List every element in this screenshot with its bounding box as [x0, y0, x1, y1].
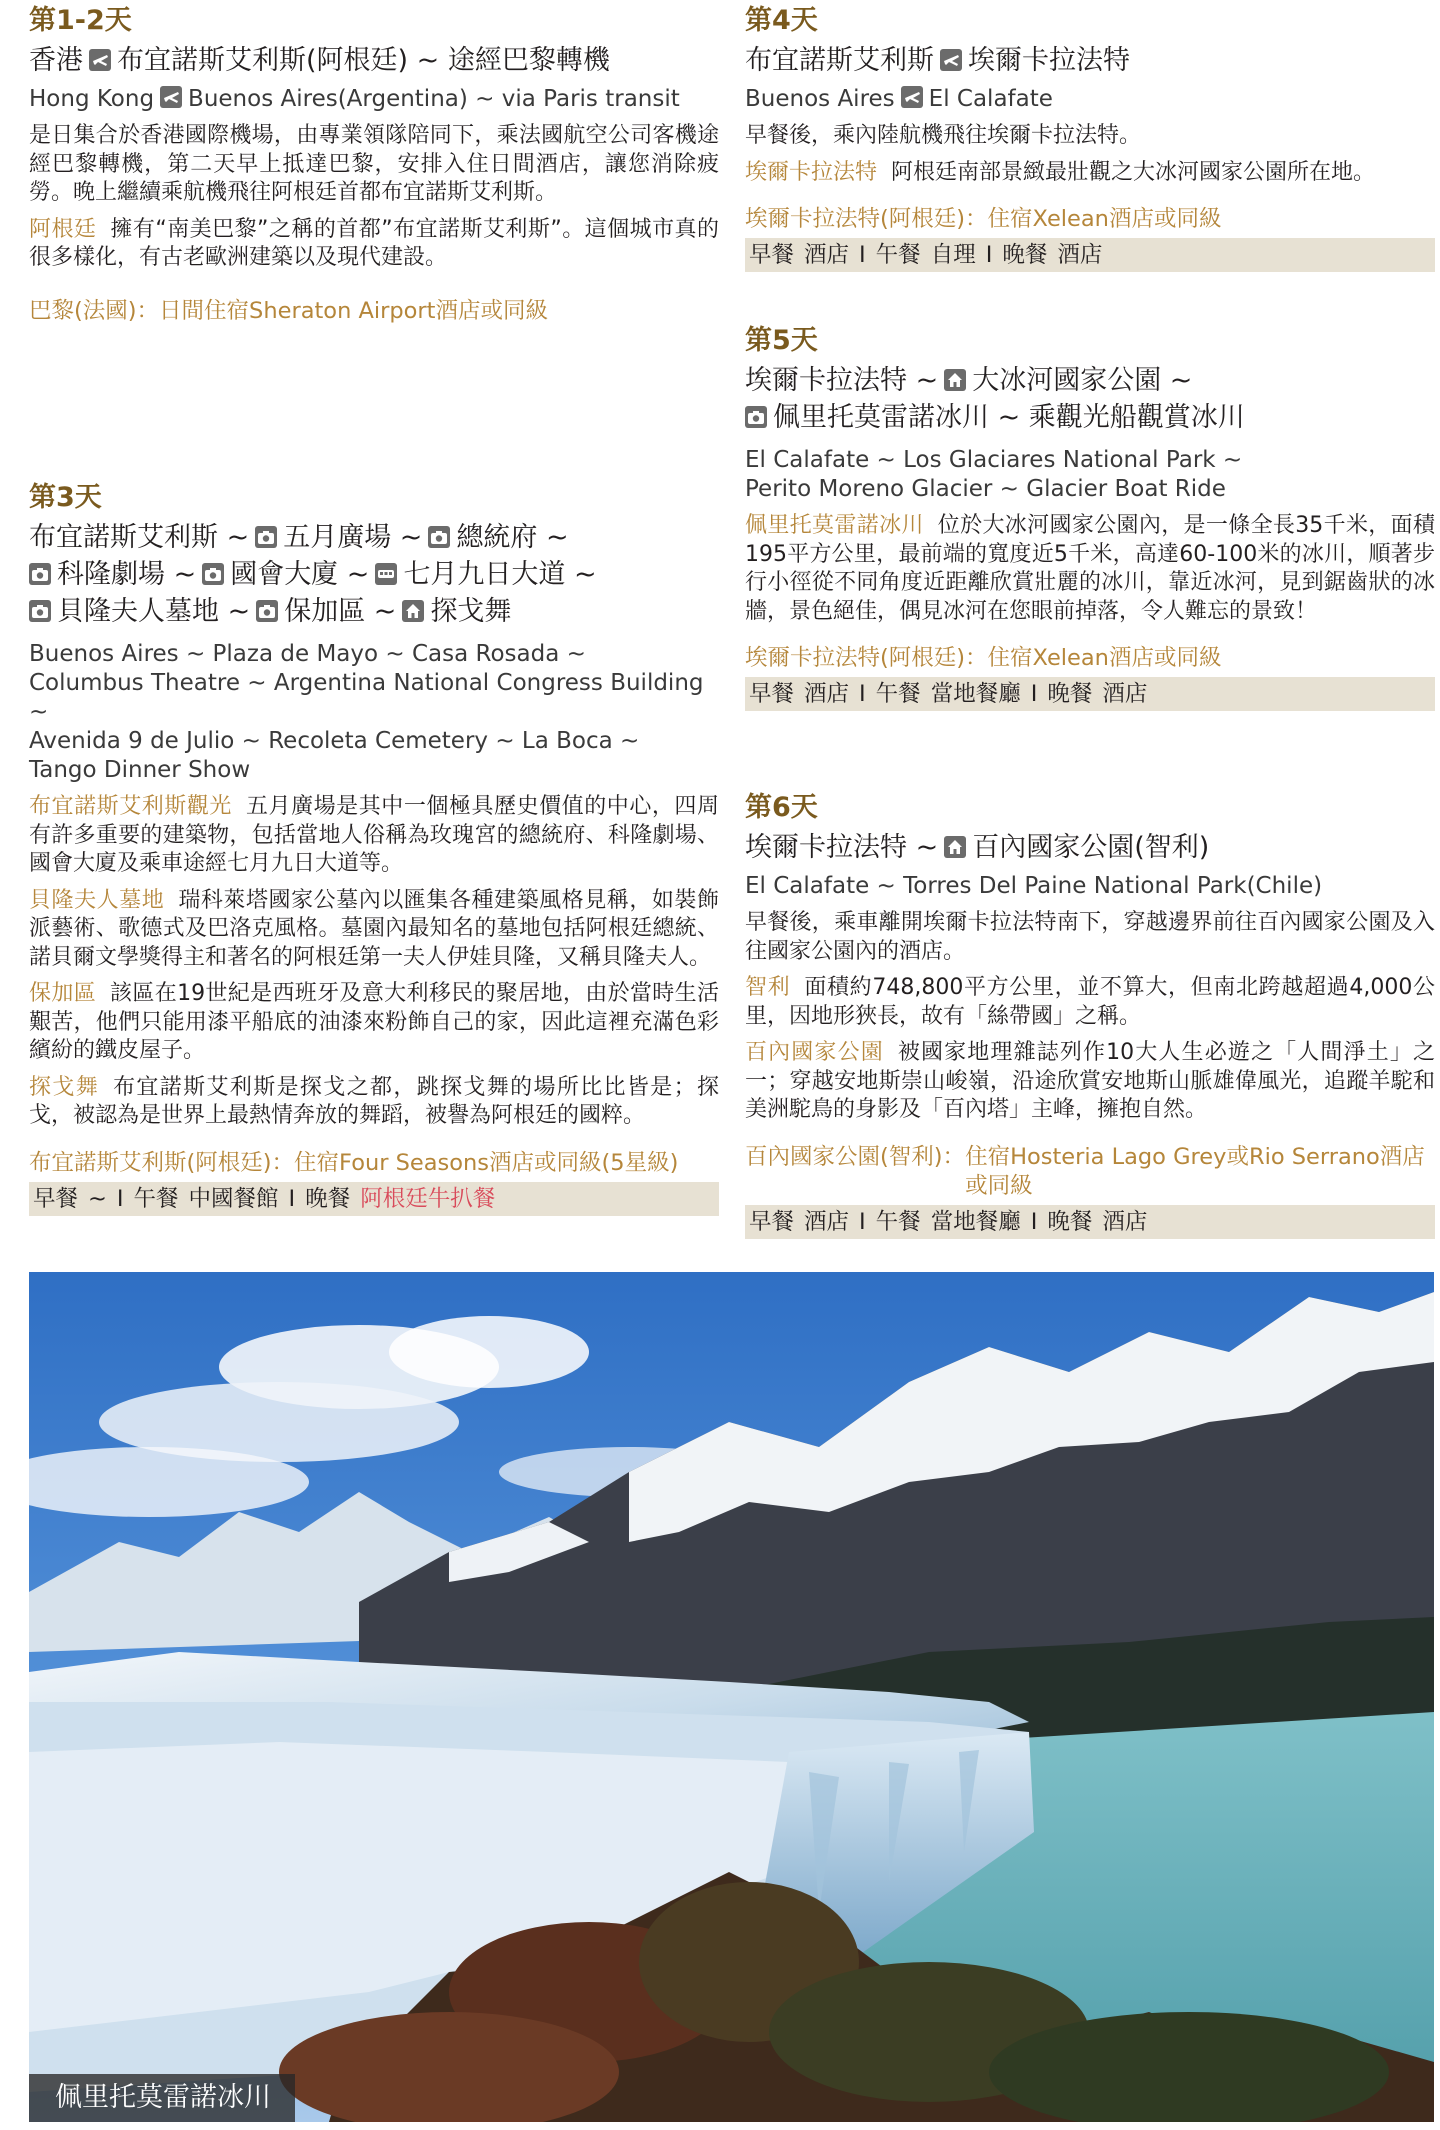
lunch-value: 中國餐館	[188, 1185, 279, 1212]
lunch-value: 自理	[930, 242, 976, 268]
route-stop: 五月廣場 ~	[283, 522, 423, 553]
meals-bar: 早餐 酒店 I 午餐 自理 I 晚餐 酒店	[745, 238, 1435, 272]
dinner-value: 酒店	[1102, 1208, 1148, 1235]
dinner-label: 晚餐	[1047, 681, 1093, 707]
hotel-name	[965, 1143, 1425, 1201]
route-en-to: El Calafate	[928, 86, 1053, 112]
meals-bar: 早餐 ~ I 午餐 中國餐館 I 晚餐 阿根廷牛扒餐	[29, 1182, 719, 1216]
route-chinese-line-1	[745, 829, 1435, 866]
route-stop: 保加區 ~	[284, 596, 397, 627]
lunch-value: 當地餐廳	[930, 1208, 1021, 1235]
route-stop: 總統府 ~	[456, 522, 569, 553]
route-stop: 貝隆夫人墓地 ~	[57, 596, 251, 627]
highlight-label: 埃爾卡拉法特	[745, 159, 878, 185]
hotel-location: 百內國家公園(智利)：	[745, 1143, 966, 1170]
route-english	[745, 85, 1435, 114]
highlight-label: 百內國家公園	[745, 1040, 884, 1065]
day-label: 第6天	[745, 792, 818, 823]
route-stop: 百內國家公園(智利)	[972, 832, 1210, 863]
highlight-label: 智利	[745, 975, 791, 1000]
highlight-paragraph	[29, 887, 719, 973]
camera-icon	[29, 600, 51, 622]
highlight-label: 保加區	[29, 981, 97, 1006]
route-english	[29, 85, 719, 114]
breakfast-value: ~	[88, 1185, 107, 1212]
camera-icon	[202, 563, 224, 585]
day-description: 早餐後，乘內陸航機飛往埃爾卡拉法特。	[745, 123, 1142, 148]
route-stop: 埃爾卡拉法特 ~	[745, 365, 939, 396]
breakfast-value: 酒店	[804, 1208, 850, 1235]
highlight-text: 擁有“南美巴黎”之稱的首都”布宜諾斯艾利斯”。這個城市真的很多樣化，有古老歐洲建築以及現代建設。	[29, 216, 719, 270]
route-from: 布宜諾斯艾利斯	[745, 45, 934, 76]
dinner-value: 酒店	[1057, 242, 1103, 268]
dinner-label: 晚餐	[1002, 242, 1048, 268]
breakfast-label: 早餐	[749, 1208, 795, 1235]
route-chinese-line-1	[29, 519, 719, 556]
highlight-text: 布宜諾斯艾利斯是探戈之都，跳探戈舞的場所比比皆是；探戈，被認為是世界上最熱情奔放的舞蹈，被譽為阿根廷的國粹。	[29, 1074, 719, 1128]
day-1-2-section	[29, 4, 719, 326]
route-stop: 七月九日大道 ~	[403, 559, 597, 590]
route-stop: 佩里托莫雷諾冰川 ~ 乘觀光船觀賞冰川	[773, 402, 1245, 433]
camera-icon	[745, 406, 767, 428]
dinner-label: 晚餐	[1047, 1208, 1093, 1235]
breakfast-label: 早餐	[749, 242, 795, 268]
highlight-paragraph	[29, 1074, 719, 1131]
photo-caption: 佩里托莫雷諾冰川	[29, 2074, 295, 2122]
highlight-text: 位於大冰河國家公園內，是一條全長35千米，面積195平方公里，最前端的寬度近5千米，高達60-100米的冰川，順著步行小徑從不同角度近距離欣賞壯麗的冰川，靠近冰河，見到鋸齒狀的冰牆，景色絕佳，偶見冰河在您眼前掉落，令人難忘的景致！	[745, 513, 1435, 624]
lunch-label: 午餐	[875, 1208, 921, 1235]
hotel-name-line-2: 或同級	[965, 1172, 1033, 1199]
day-label: 第3天	[29, 482, 102, 513]
route-chinese-line-1	[745, 362, 1435, 399]
hotel-info: 巴黎(法國)：日間住宿Sheraton Airport酒店或同級	[29, 297, 548, 324]
highlight-paragraph	[29, 793, 719, 879]
hotel-info: 埃爾卡拉法特(阿根廷)：住宿Xelean酒店或同級	[745, 206, 1222, 232]
day-description: 是日集合於香港國際機場，由專業領隊陪同下，乘法國航空公司客機途經巴黎轉機，第二天早上抵達巴黎，安排入住日間酒店，讓您消除疲勞。晚上繼續乘航機飛往阿根廷首都布宜諾斯艾利斯。	[29, 123, 719, 205]
breakfast-label: 早餐	[749, 681, 795, 707]
highlight-text: 該區在19世紀是西班牙及意大利移民的聚居地，由於當時生活艱苦，他們只能用漆平船底的油漆來粉飾自己的家，因此這裡充滿色彩繽紛的鐵皮屋子。	[29, 981, 719, 1063]
route-en-from: Hong Kong	[29, 86, 155, 112]
lunch-label: 午餐	[133, 1185, 179, 1212]
house-icon	[944, 836, 966, 858]
day-5-section	[745, 324, 1435, 711]
highlight-paragraph	[745, 974, 1435, 1031]
plane-icon	[901, 86, 923, 108]
breakfast-label: 早餐	[33, 1185, 79, 1212]
route-chinese-line-3	[29, 593, 719, 630]
dinner-label: 晚餐	[305, 1185, 351, 1212]
day-3-section	[29, 481, 719, 1216]
lunch-value: 當地餐廳	[930, 681, 1021, 707]
hotel-info	[745, 1143, 1435, 1201]
route-stop: 大冰河國家公園 ~	[972, 365, 1193, 396]
highlight-text: 瑞科萊塔國家公墓內以匯集各種建築風格見稱，如裝飾派藝術、歌德式及巴洛克風格。墓園內最知名的墓地包括阿根廷總統、諾貝爾文學獎得主和著名的阿根廷第一夫人伊娃貝隆，又稱貝隆夫人。	[29, 887, 719, 970]
highlight-paragraph	[745, 512, 1435, 626]
lunch-label: 午餐	[875, 681, 921, 707]
route-stop: 國會大廈 ~	[230, 559, 370, 590]
house-icon	[402, 600, 424, 622]
highlight-paragraph	[745, 1039, 1435, 1125]
camera-icon	[256, 600, 278, 622]
day-label: 第4天	[745, 5, 818, 36]
day-4-section	[745, 4, 1435, 272]
route-en-from: Buenos Aires	[745, 86, 895, 112]
highlight-text: 阿根廷南部景緻最壯觀之大冰河國家公園所在地。	[891, 159, 1376, 185]
route-chinese	[745, 42, 1435, 79]
camera-icon	[29, 563, 51, 585]
route-stop: 布宜諾斯艾利斯 ~	[29, 522, 250, 553]
route-english-line-2: Columbus Theatre ~ Argentina National Congress Building ~	[29, 670, 704, 725]
route-en-to: Buenos Aires(Argentina) ~ via Paris transit	[188, 86, 680, 112]
route-stop: 科隆劇場 ~	[57, 559, 197, 590]
highlight-paragraph	[745, 159, 1435, 188]
camera-icon	[255, 526, 277, 548]
day-description: 早餐後，乘車離開埃爾卡拉法特南下，穿越邊界前往百內國家公園及入往國家公園內的酒店。	[745, 910, 1435, 964]
hotel-name-line-1: 住宿Hosteria Lago Grey或Rio Serrano酒店	[965, 1143, 1425, 1170]
day-label: 第5天	[745, 325, 818, 356]
highlight-label: 佩里托莫雷諾冰川	[745, 513, 924, 538]
dinner-value: 酒店	[1102, 681, 1148, 707]
route-english-line-2: Perito Moreno Glacier ~ Glacier Boat Ride	[745, 476, 1226, 502]
dinner-value: 阿根廷牛扒餐	[360, 1185, 496, 1212]
highlight-text: 五月廣場是其中一個極具歷史價值的中心，四周有許多重要的建築物，包括當地人俗稱為玫瑰宮的總統府、科隆劇場、國會大廈及乘車途經七月九日大道等。	[29, 794, 719, 876]
route-rest: ~ 途經巴黎轉機	[408, 45, 610, 76]
route-chinese	[29, 42, 719, 79]
route-stop: 探戈舞	[430, 596, 512, 627]
camera-icon	[428, 526, 450, 548]
plane-icon	[940, 49, 962, 71]
route-from: 香港	[29, 45, 83, 76]
highlight-label: 阿根廷	[29, 216, 97, 242]
breakfast-value: 酒店	[804, 242, 850, 268]
meals-bar: 早餐 酒店 I 午餐 當地餐廳 I 晚餐 酒店	[745, 677, 1435, 711]
route-english-line-4: Tango Dinner Show	[29, 757, 251, 783]
highlight-paragraph	[29, 216, 719, 273]
day-6-section	[745, 791, 1435, 1239]
highlight-paragraph	[29, 980, 719, 1066]
meals-bar: 早餐 酒店 I 午餐 當地餐廳 I 晚餐 酒店	[745, 1205, 1435, 1239]
hotel-info: 布宜諾斯艾利斯(阿根廷)：住宿Four Seasons酒店或同級(5星級)	[29, 1149, 679, 1176]
highlight-label: 貝隆夫人墓地	[29, 887, 165, 913]
route-stop: 埃爾卡拉法特 ~	[745, 832, 939, 863]
route-english-line-1: Buenos Aires ~ Plaza de Mayo ~ Casa Rosada ~	[29, 641, 586, 667]
highlight-label: 布宜諾斯艾利斯觀光	[29, 794, 232, 819]
breakfast-value: 酒店	[804, 681, 850, 707]
lunch-label: 午餐	[875, 242, 921, 268]
route-english-line-3: Avenida 9 de Julio ~ Recoleta Cemetery ~ La Boca ~	[29, 728, 640, 754]
route-to: 布宜諾斯艾利斯(阿根廷)	[117, 45, 409, 76]
route-english-line-1: El Calafate ~ Torres Del Paine National Park(Chile)	[745, 873, 1323, 899]
highlight-text: 被國家地理雜誌列作10大人生必遊之「人間淨土」之一；穿越安地斯崇山峻嶺，沿途欣賞安地斯山脈雄偉風光，追蹤羊駝和美洲駝鳥的身影及「百內塔」主峰，擁抱自然。	[745, 1040, 1435, 1122]
route-chinese-line-2	[29, 556, 719, 593]
glacier-photo	[29, 1272, 1434, 2122]
highlight-label: 探戈舞	[29, 1074, 100, 1100]
day-label: 第1-2天	[29, 5, 132, 36]
glacier-landscape-image	[29, 1272, 1434, 2122]
plane-icon	[89, 49, 111, 71]
route-chinese-line-2	[745, 399, 1435, 436]
highlight-text: 面積約748,800平方公里，並不算大，但南北跨越超過4,000公里，因地形狹長，故有「絲帶國」之稱。	[745, 975, 1435, 1029]
hotel-info: 埃爾卡拉法特(阿根廷)：住宿Xelean酒店或同級	[745, 645, 1222, 671]
bus-icon	[375, 563, 397, 585]
plane-icon	[160, 86, 182, 108]
route-to: 埃爾卡拉法特	[968, 45, 1130, 76]
route-english-line-1: El Calafate ~ Los Glaciares National Park ~	[745, 447, 1243, 473]
house-icon	[944, 369, 966, 391]
